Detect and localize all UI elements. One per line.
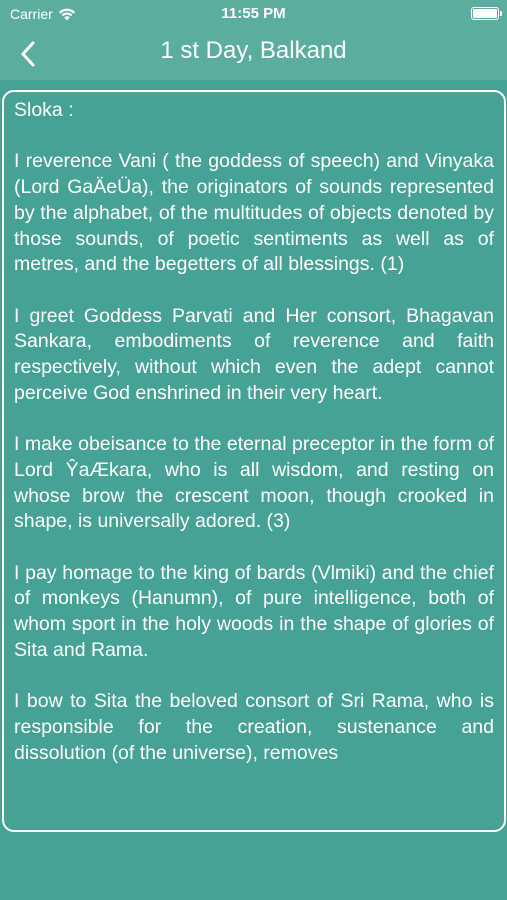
sloka-text-view[interactable]: [2, 90, 506, 832]
sloka-text: Sloka : I reverence Vani ( the goddess of speech) and Vinyaka (Lord GaÄeÜa), the originators of sounds represented by the alphabet, of the multitudes of objects denoted by those sounds, of poetic sentiments as well as of metres, and the begetters of all blessings. (1) I greet Goddess Parvati and Her consort, Bhagavan Sankara, embodiments of reverence and faith respectively, without which even the adept cannot perceive God enshrined in their very heart. I make obeisance to the eternal preceptor in the form of Lord ŶaÆkara, who is all wisdom, and resting on whose brow the crescent moon, though crooked in shape, is universally adored. (3) I pay homage to the king of bards (Vlmiki) and the chief of monkeys (Hanumn), of pure intelligence, both of whom sport in the holy woods in the shape of glories of Sita and Rama. I bow to Sita the beloved consort of Sri Rama, who is responsible for the creation, sustenance and dissolution (of the universe), removes: [14, 99, 494, 764]
battery-fill: [473, 9, 497, 18]
carrier-label: Carrier: [10, 6, 53, 22]
back-button[interactable]: [8, 34, 48, 74]
status-bar: [0, 0, 507, 28]
battery-icon: [471, 7, 499, 20]
nav-bar: [0, 28, 507, 80]
chevron-left-icon: [20, 41, 36, 67]
page-title: 1 st Day, Balkand: [160, 37, 347, 64]
status-time: 11:55 PM: [221, 5, 286, 22]
